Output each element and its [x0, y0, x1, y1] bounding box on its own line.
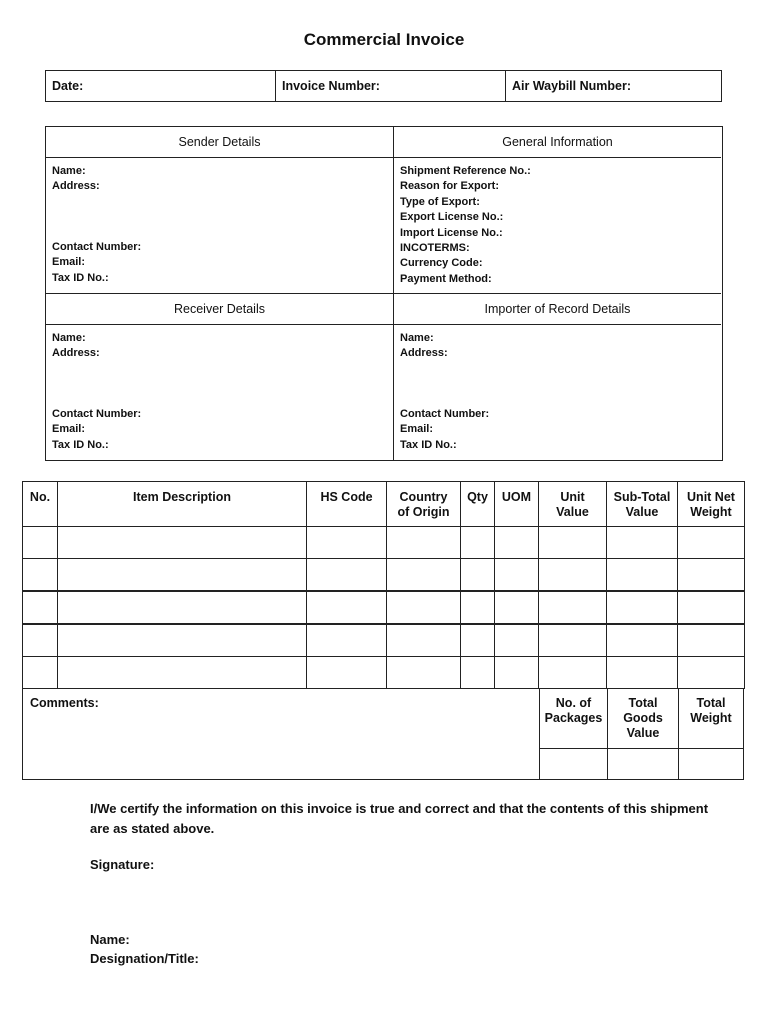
- table-cell[interactable]: [307, 591, 387, 624]
- table-cell[interactable]: [307, 624, 387, 657]
- col-item-description: Item Description: [58, 482, 307, 527]
- table-cell[interactable]: [58, 624, 307, 657]
- col-uom: UOM: [495, 482, 539, 527]
- table-cell[interactable]: [539, 527, 607, 559]
- total-goods-value-header: Total Goods Value: [607, 688, 678, 748]
- receiver-address-label: Address:: [52, 347, 100, 360]
- table-row: [23, 591, 745, 624]
- table-cell[interactable]: [495, 591, 539, 624]
- table-cell[interactable]: [23, 624, 58, 657]
- importer-address-label: Address:: [400, 347, 448, 360]
- receiver-tax-id-label: Tax ID No.:: [52, 438, 109, 451]
- receiver-contact-label: Contact Number:: [52, 408, 142, 420]
- table-cell[interactable]: [495, 657, 539, 689]
- general-info-section[interactable]: [394, 127, 721, 294]
- date-label: Date:: [52, 79, 84, 93]
- col-qty: Qty: [461, 482, 495, 527]
- col-unit-net-weight: Unit Net Weight: [678, 482, 745, 527]
- type-of-export-label: Type of Export:: [400, 195, 480, 208]
- sender-section[interactable]: [46, 127, 394, 294]
- col-unit-value: Unit Value: [539, 482, 607, 527]
- general-info-heading: General Information: [394, 127, 721, 158]
- table-cell[interactable]: [461, 624, 495, 657]
- party-details-block: [45, 126, 723, 461]
- receiver-contact-fields: [52, 407, 389, 453]
- table-cell[interactable]: [387, 591, 461, 624]
- table-cell[interactable]: [607, 559, 678, 592]
- receiver-name-label: Name:: [52, 332, 86, 344]
- table-cell[interactable]: [387, 559, 461, 592]
- table-cell[interactable]: [495, 624, 539, 657]
- table-cell[interactable]: [607, 657, 678, 689]
- page-title: Commercial Invoice: [303, 30, 465, 49]
- invoice-number-field[interactable]: [276, 71, 506, 101]
- certification-statement: I/We certify the information on this invoice is true and correct and that the contents of this shipment are as stated above.: [90, 801, 709, 836]
- sender-email-label: Email:: [52, 256, 86, 269]
- shipment-reference-label: Shipment Reference No.:: [400, 165, 531, 177]
- table-cell[interactable]: [58, 591, 307, 624]
- items-table: [22, 481, 745, 689]
- table-cell[interactable]: [307, 559, 387, 592]
- total-weight-header: Total Weight: [678, 688, 743, 748]
- date-field[interactable]: [46, 71, 276, 101]
- table-cell[interactable]: [678, 624, 745, 657]
- sender-address-label: Address:: [52, 180, 100, 193]
- table-cell[interactable]: [607, 527, 678, 559]
- no-of-packages-header: No. of Packages: [539, 688, 607, 748]
- importer-tax-id-label: Tax ID No.:: [400, 438, 457, 451]
- table-row: [23, 657, 745, 689]
- table-cell[interactable]: [58, 527, 307, 559]
- items-header-row: [23, 482, 745, 527]
- table-cell[interactable]: [387, 657, 461, 689]
- receiver-fields: [52, 331, 389, 362]
- comments-field[interactable]: [23, 714, 539, 778]
- summary-block: [22, 688, 744, 780]
- col-hs-code: HS Code: [307, 482, 387, 527]
- signature-field[interactable]: [90, 880, 390, 920]
- table-cell[interactable]: [607, 591, 678, 624]
- importer-heading: Importer of Record Details: [394, 294, 721, 325]
- reason-for-export-label: Reason for Export:: [400, 180, 500, 193]
- table-row: [23, 624, 745, 657]
- table-cell[interactable]: [678, 559, 745, 592]
- sender-contact-label: Contact Number:: [52, 241, 142, 253]
- sender-tax-id-label: Tax ID No.:: [52, 271, 109, 284]
- table-cell[interactable]: [23, 657, 58, 689]
- table-cell[interactable]: [539, 624, 607, 657]
- invoice-header-bar: [45, 70, 722, 102]
- importer-section[interactable]: [394, 294, 721, 460]
- total-goods-value-field[interactable]: [607, 748, 678, 779]
- signatory-name-label: Name:: [90, 932, 130, 947]
- designation-title-label: Designation/Title:: [90, 951, 199, 966]
- comments-label: Comments:: [30, 696, 99, 710]
- table-cell[interactable]: [387, 624, 461, 657]
- receiver-email-label: Email:: [52, 423, 86, 436]
- importer-email-label: Email:: [400, 423, 434, 436]
- export-license-label: Export License No.:: [400, 211, 504, 224]
- table-cell[interactable]: [461, 657, 495, 689]
- sender-contact-fields: [52, 240, 389, 286]
- table-cell[interactable]: [495, 527, 539, 559]
- table-row: [23, 527, 745, 559]
- table-cell[interactable]: [461, 591, 495, 624]
- table-cell[interactable]: [58, 657, 307, 689]
- table-cell[interactable]: [539, 559, 607, 592]
- general-info-fields: [400, 164, 717, 287]
- sender-fields: [52, 164, 389, 195]
- table-cell[interactable]: [23, 591, 58, 624]
- receiver-heading: Receiver Details: [46, 294, 393, 325]
- import-license-label: Import License No.:: [400, 226, 503, 239]
- table-cell[interactable]: [461, 527, 495, 559]
- incoterms-label: INCOTERMS:: [400, 242, 470, 255]
- table-cell[interactable]: [678, 591, 745, 624]
- table-cell[interactable]: [495, 559, 539, 592]
- col-country-of-origin: Country of Origin: [387, 482, 461, 527]
- signature-label: Signature:: [90, 857, 155, 872]
- importer-contact-label: Contact Number:: [400, 408, 490, 420]
- table-cell[interactable]: [678, 657, 745, 689]
- importer-fields: [400, 331, 717, 362]
- invoice-number-label: Invoice Number:: [282, 79, 380, 93]
- table-cell[interactable]: [23, 527, 58, 559]
- table-row: [23, 559, 745, 592]
- importer-name-label: Name:: [400, 332, 434, 344]
- table-cell[interactable]: [607, 624, 678, 657]
- table-cell[interactable]: [461, 559, 495, 592]
- no-of-packages-field[interactable]: [539, 748, 607, 779]
- col-sub-total-value: Sub-Total Value: [607, 482, 678, 527]
- table-cell[interactable]: [539, 657, 607, 689]
- table-cell[interactable]: [58, 559, 307, 592]
- table-cell[interactable]: [23, 559, 58, 592]
- total-weight-field[interactable]: [678, 748, 743, 779]
- sender-heading: Sender Details: [46, 127, 393, 158]
- table-cell[interactable]: [307, 527, 387, 559]
- receiver-section[interactable]: [46, 294, 394, 460]
- air-waybill-label: Air Waybill Number:: [512, 79, 631, 93]
- table-cell[interactable]: [307, 657, 387, 689]
- sender-name-label: Name:: [52, 165, 86, 177]
- col-no: No.: [23, 482, 58, 527]
- currency-code-label: Currency Code:: [400, 257, 483, 270]
- table-cell[interactable]: [678, 527, 745, 559]
- table-cell[interactable]: [539, 591, 607, 624]
- importer-contact-fields: [400, 407, 717, 453]
- table-cell[interactable]: [387, 527, 461, 559]
- payment-method-label: Payment Method:: [400, 272, 492, 285]
- air-waybill-field[interactable]: [506, 71, 721, 101]
